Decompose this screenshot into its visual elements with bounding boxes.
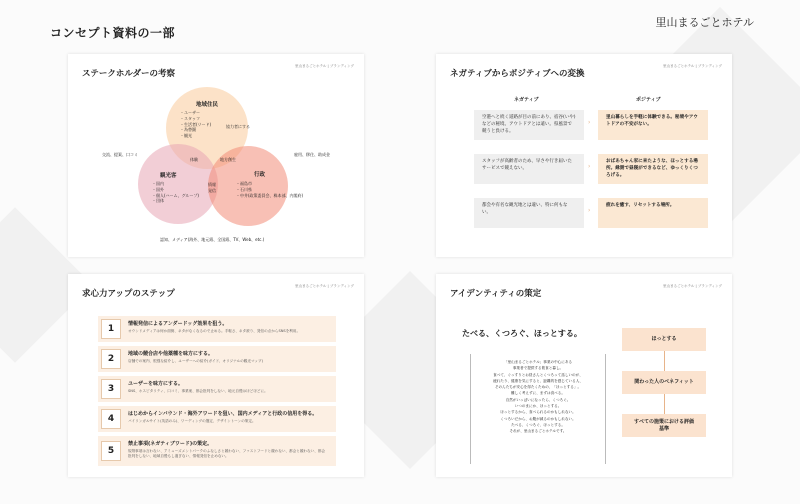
slide-brand: 里山まるごとホテル | ブランディング — [663, 284, 722, 288]
list-item: ・福島市 — [236, 181, 252, 186]
step-description: SNS、ホスピタリティ、口コミ、事業案、都会批判をしない、地元自慢はほどほどに。 — [128, 389, 268, 393]
positive-box: 疲れを癒す、リセットする場所。 — [598, 198, 708, 228]
flow-box-relief: ほっとする — [622, 328, 706, 351]
poem-line: 難しく考えずに、まずは食べる。 — [511, 391, 565, 396]
list-item: ・国外 — [152, 186, 164, 192]
venn-items-residents — [180, 110, 211, 139]
negative-box: 空港へと続く道路が目の前にあり、宿谷(いや)などの秘境、アウトドアとは遠い。県風景で競うと負ける。 — [474, 110, 584, 140]
poem-line: くつろいだから、お腹が減るのかもしれない。 — [500, 416, 576, 421]
slide-title: アイデンティティの策定 — [450, 289, 542, 299]
overlap-info: 情報 発信 — [208, 182, 216, 193]
poem-line: 自然がいっぱいになったら、くつろぐ。 — [505, 397, 571, 402]
residents-side-note: 協力者にする — [226, 124, 250, 129]
page-title: コンセプト資料の一部 — [50, 26, 176, 40]
brand-logo: 里山まるごとホテル — [655, 16, 754, 29]
step-heading: 禁止事項(ネガティブワード)の策定。 — [128, 441, 213, 447]
positive-header: ポジティブ — [636, 97, 661, 103]
poem-line: それが、里山まるごとホテルです。 — [509, 429, 567, 434]
step-number: 3 — [101, 379, 121, 399]
step-description: 店舗での案内、根強な紹介し、ユーザーへの紹介(ガイド、オリジナルの観光マップ) — [128, 359, 264, 363]
list-item: ・生活者(リード) — [180, 121, 212, 127]
negative-box: スタッフが高齢者のため、早さや行き届いたサービスで競えない。 — [474, 154, 584, 184]
negative-box: 都会や有名な観光地とは違い、特に何もない。 — [474, 198, 584, 228]
step-row — [98, 406, 336, 432]
list-item: ・為替圏 — [180, 127, 196, 133]
venn-label-government: 行政 — [254, 172, 266, 178]
slide-brand: 里山まるごとホテル | ブランディング — [663, 64, 722, 68]
concept-poem — [476, 359, 600, 434]
bottom-note: 認知、メディア(海外、地元紙、全国紙、TV、Web、etc.) — [160, 237, 265, 242]
poem-line: 「里山まるごとホテル」事業の中心にある — [503, 360, 573, 364]
step-description: オウンドメディアは何か面倒、ネタがなくなるので止める。手軽さ、ネタ被り、発信の点からSNSを利用。 — [128, 329, 301, 333]
tagline: たべる、くつろぐ、ほっとする。 — [462, 329, 582, 338]
positive-box: 里山暮らしを手軽に体験できる。秘境やアウトドアの不安がない。 — [598, 110, 708, 140]
step-heading: 情報発信によるアンダードッグ効果を狙う。 — [128, 321, 228, 327]
step-description: バイリンガルサイト(英語のみ)、ワーディングの選定、デザイントーンの策定。 — [128, 419, 256, 423]
slide-steps[interactable] — [68, 274, 364, 477]
arrow-right-icon: › — [588, 163, 591, 170]
list-item: ・中井(政策委員会、株本部、内閣府) — [236, 192, 304, 198]
step-row — [98, 376, 336, 402]
list-item: ・スタッフ — [180, 115, 200, 121]
step-row — [98, 436, 336, 466]
step-heading: はじめからインバウンド・海外アワードを狙い、国内メディアと行政の信用を得る。 — [128, 411, 318, 417]
poem-line: いつのまにか、ほっとする。 — [514, 403, 562, 408]
right-note: 雇用、移住、助成金 — [294, 152, 330, 157]
left-note: 交流、提案、口コミ — [102, 152, 138, 157]
slide-title: ネガティブからポジティブへの変換 — [450, 69, 585, 79]
slide-brand: 里山まるごとホテル | ブランディング — [295, 64, 354, 68]
poem-line: 疲れたり、健康を気にすると、距離的を感じている人、 — [493, 378, 583, 383]
poem-line: 事業者で提供する飲食と暮し。 — [512, 366, 564, 371]
poem-line: 食べて、ぐっすりとお昼さんとくつろって話しいのが、 — [493, 372, 583, 377]
venn-items-tourists — [152, 181, 199, 204]
list-item: ・ユーザー — [180, 110, 200, 115]
arrow-right-icon: › — [588, 119, 591, 126]
step-number: 1 — [101, 319, 121, 339]
venn-label-residents: 地域住民 — [196, 102, 219, 108]
flow-box-benefit: 関わった人のベネフィット — [622, 371, 706, 394]
venn-label-tourists: 観光客 — [160, 173, 177, 179]
slide-identity[interactable] — [436, 274, 732, 477]
slide-stakeholder[interactable] — [68, 54, 364, 257]
positive-box: おばあちゃん家に来たような、ほっとする場所。縁側で昼寝ができるなど、ゆっくりくつろげる。 — [598, 154, 708, 184]
negative-header: ネガティブ — [514, 97, 539, 103]
step-number: 5 — [101, 441, 121, 461]
step-number: 4 — [101, 409, 121, 429]
flow-connector — [664, 394, 665, 414]
overlap-regional: 地方創生 — [220, 157, 236, 162]
list-item: ・観光 — [180, 133, 192, 139]
list-item: ・石川県 — [236, 186, 252, 192]
step-row — [98, 346, 336, 372]
venn-items-government — [236, 181, 303, 198]
list-item: ・団体 — [152, 198, 164, 204]
overlap-experience: 体験 — [190, 157, 198, 162]
step-description: 規則事項は言わない、アミューズメントパークのふなしさと競わない、ファストフードと競わない、都会と競わない、都会批判をしない、地域自慢もし過ぎない、情報発信を止めない。 — [128, 449, 326, 459]
list-item: ・国内 — [152, 181, 164, 186]
step-number: 2 — [101, 349, 121, 369]
step-row — [98, 316, 336, 342]
poem-line: そのんたちが安心を得たくための、「ほっとする」。 — [494, 385, 582, 390]
flow-box-criteria: すべての施策における評価基準 — [622, 414, 706, 437]
slide-negpos[interactable] — [436, 54, 732, 257]
step-heading: 地域の競合店や他薬種を味方にする。 — [128, 351, 214, 357]
arrow-right-icon: › — [588, 207, 591, 214]
slide-title: ステークホルダーの考察 — [82, 69, 175, 79]
list-item: ・個人(ハーム、グループ) — [152, 192, 199, 198]
step-heading: ユーザーを味方にする。 — [128, 381, 184, 387]
slide-title: 求心力アップのステップ — [82, 289, 175, 299]
poem-line: たべる、くつろぐ、ほっとする。 — [511, 422, 565, 427]
poem-line: ほっとするから、食べられるのかもしれない。 — [500, 410, 576, 415]
flow-connector — [664, 351, 665, 371]
slide-brand: 里山まるごとホテル | ブランディング — [295, 284, 354, 288]
